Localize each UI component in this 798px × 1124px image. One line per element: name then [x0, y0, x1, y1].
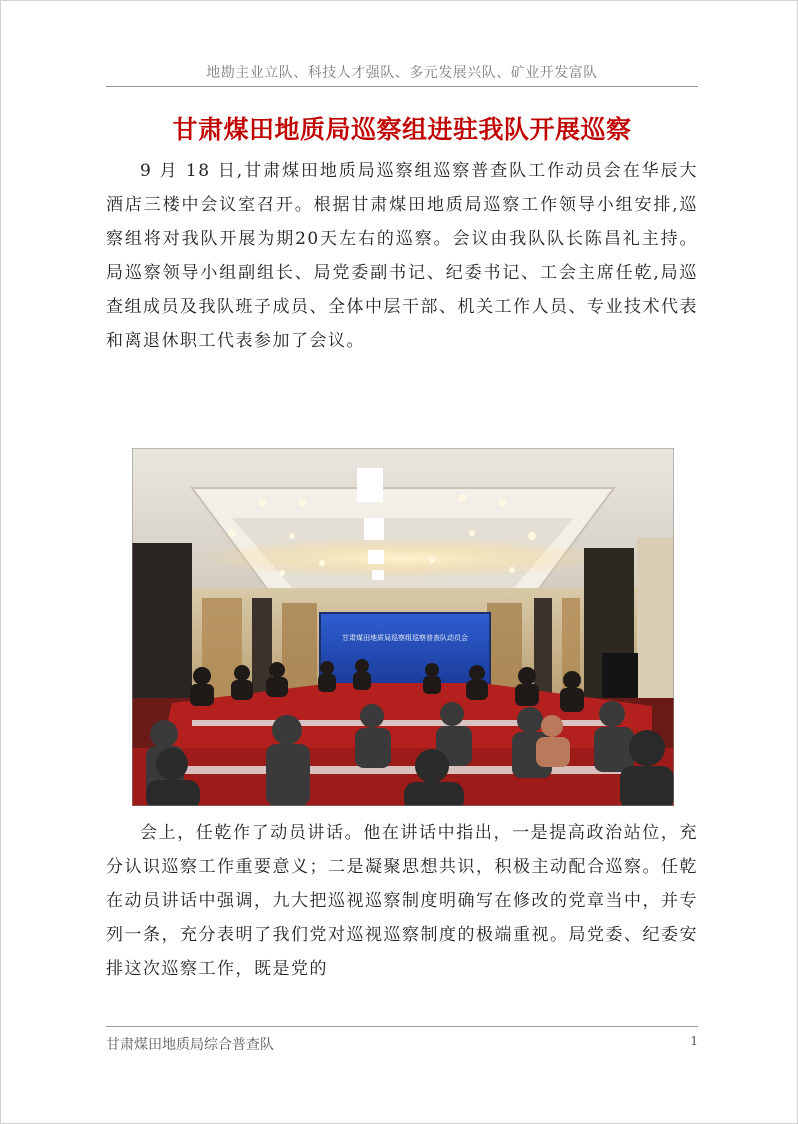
header-slogan: 地勘主业立队、科技人才强队、多元发展兴队、矿业开发富队 [206, 65, 598, 81]
article-paragraph-2: 会上，任乾作了动员讲话。他在讲话中指出，一是提高政治站位，充分认识巡察工作重要意义；二是凝聚思想共识，积极主动配合巡察。任乾在动员讲话中强调，九大把巡视巡察制度明确写在修改的党章当中，并专列一条，充分表明了我们党对巡视巡察制度的极端重视。局党委、纪委安排这次巡察工作，既是党的 [106, 823, 698, 979]
screen-caption: 甘肃煤田地质局巡察组巡察普查队动员会 [342, 634, 468, 642]
footer-organization: 甘肃煤田地质局综合普查队 [106, 1037, 274, 1053]
meeting-photo [132, 448, 674, 806]
article-title: 甘肃煤田地质局巡察组进驻我队开展巡察 [172, 115, 632, 144]
header-divider [106, 86, 698, 87]
article-paragraph-1: 9 月 18 日,甘肃煤田地质局巡察组巡察普查队工作动员会在华辰大酒店三楼中会议室召开。根据甘肃煤田地质局巡察工作领导小组安排,巡察组将对我队开展为期20天左右的巡察。会议由我队队长陈昌礼主持。局巡察领导小组副组长、局党委副书记、纪委书记、工会主席任乾,局巡查组成员及我队班子成员、全体中层干部、机关工作人员、专业技术代表和离退休职工代表参加了会议。 [106, 161, 698, 351]
page-number: 1 [690, 1034, 698, 1048]
footer-divider [106, 1026, 698, 1027]
